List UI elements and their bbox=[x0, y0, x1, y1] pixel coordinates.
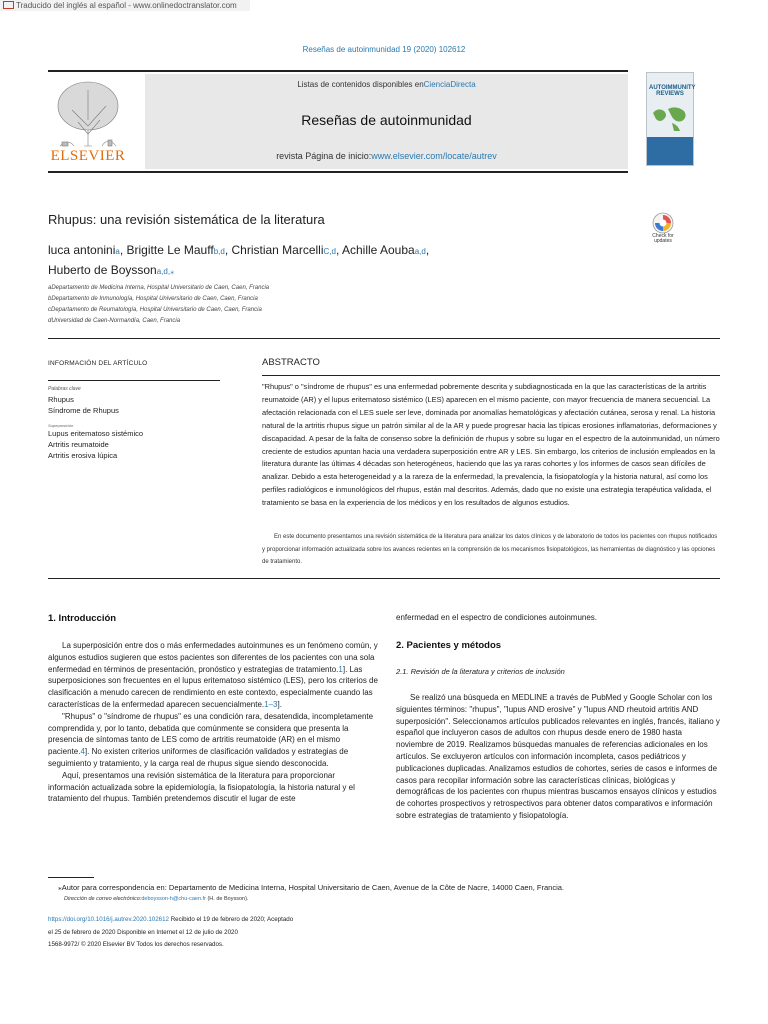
author-affiliation-marker[interactable]: a,d bbox=[414, 247, 426, 256]
article-info-rule bbox=[48, 380, 220, 381]
sciencedirect-link[interactable]: CienciaDirecta bbox=[423, 80, 476, 89]
header-bottom-rule bbox=[48, 171, 628, 173]
journal-title: Reseñas de autoinmunidad bbox=[301, 112, 472, 128]
affiliation-line: aDepartamento de Medicina Interna, Hospital Universitario de Caen, Caen, Francia bbox=[48, 285, 270, 291]
paragraph-text: ]. Las superposiciones son frecuentes en el lupus eritematoso sistémico (LES), pero los criterios de clasificación a menudo carecen de rendimiento en este contexto, especialmente cuando las características de la enfermedad aparecen secuencialmente. bbox=[48, 664, 378, 709]
paragraph: Aquí, presentamos una revisión sistemática de la literatura para proporcionar información actualizada sobre la epidemiología, la fisiopatología, la historia natural y el tratamiento del rhupus. También pretendemos discutir el lugar de este bbox=[48, 770, 355, 804]
journal-cover-thumbnail[interactable] bbox=[646, 72, 694, 166]
author-name[interactable]: Achille Aouba bbox=[341, 243, 415, 257]
author-list bbox=[48, 241, 468, 281]
section-body bbox=[48, 640, 378, 805]
affiliation-line: bDepartamento de Inmunología, Hospital Universitario de Caen, Caen, Francia bbox=[48, 296, 258, 302]
paragraph-continuation: enfermedad en el espectro de condiciones autoinmunes. bbox=[396, 613, 598, 622]
author-affiliation-marker[interactable]: a bbox=[115, 247, 120, 256]
section-heading: 2. Pacientes y métodos bbox=[396, 640, 502, 651]
keyword[interactable]: Rhupus bbox=[48, 395, 74, 404]
citation-link[interactable]: 1–3 bbox=[264, 699, 278, 709]
corresponding-author-note: ⁎Autor para correspondencia en: Departamento de Medicina Interna, Hospital Universitario de Caen, Avenue de la Côte de Nacre, 14000 Caen, Francia. bbox=[58, 883, 564, 892]
author-affiliation-marker[interactable]: C,d bbox=[323, 247, 336, 256]
keywords-sub-label: Superposición bbox=[48, 423, 74, 428]
header-top-rule bbox=[48, 70, 628, 72]
email-suffix: (H. de Boysson). bbox=[205, 896, 249, 902]
section-body bbox=[396, 692, 720, 822]
author-name[interactable]: luca antonini bbox=[48, 243, 116, 257]
author-separator: , bbox=[335, 243, 342, 257]
keyword[interactable]: Artritis erosiva lúpica bbox=[48, 451, 118, 460]
section-divider bbox=[48, 578, 720, 579]
journal-homepage-link[interactable]: www.elsevier.com/locate/autrev bbox=[371, 151, 497, 161]
journal-reference-link[interactable]: Reseñas de autoinmunidad 19 (2020) 102612 bbox=[302, 45, 466, 54]
footnote-rule bbox=[48, 877, 94, 878]
email-line bbox=[64, 896, 248, 902]
author-separator: , bbox=[224, 243, 232, 257]
check-for-updates-button[interactable] bbox=[645, 212, 681, 250]
paragraph bbox=[48, 711, 378, 770]
affiliation-line: dUniversidad de Caen-Normandía, Caen, Francia bbox=[48, 318, 181, 324]
abstract-heading: ABSTRACTO bbox=[262, 357, 320, 368]
author-affiliation-marker[interactable]: b,d bbox=[213, 247, 225, 256]
check-for-updates-icon bbox=[645, 212, 681, 234]
paragraph-text: "Rhupus" o "síndrome de rhupus" es una condición rara, desatendida, incompletamente comprendida y, por lo tanto, debatida que comúnmente se considera que presenta la presencia de síntomas tanto de LES como de artritis reumatoide (AR) en el mismo paciente. bbox=[48, 711, 374, 757]
article-metadata bbox=[48, 914, 298, 952]
author-name[interactable]: Huberto de Boysson bbox=[48, 263, 157, 277]
subsection-heading: 2.1. Revisión de la literatura y criterios de inclusión bbox=[396, 667, 565, 676]
paragraph bbox=[48, 640, 378, 711]
paragraph: Se realizó una búsqueda en MEDLINE a través de PubMed y Google Scholar con los siguientes términos: "rhupus", "lupus AND erosive" y "lupus AND rheutoid artritis AND superposición". Seleccionamos artículos publicados relevantes en inglés, francés, italiano y español que incluyeron casos de adultos con rhupus desde enero de 1980 hasta noviembre de 2019. Realizamos búsquedas manuales de referencias adicionales en los artículos. Se excluyeron artículos con información incompleta, casos pediátricos y publicaciones duplicadas. Analizamos estudios de cohortes, series de casos e informes de casos para recopilar información sobre las características clínicas, biológicas y demográficas de los pacientes con rhupus mientras buscamos ensayos clínicos y estudios de cohortes prospectivos y retrospectivos para obtener datos comparativos e información sobre estrategias de tratamiento y fisiopatología. bbox=[396, 693, 720, 820]
paragraph-text: ]. No existen criterios uniformes de clasificación validados y estrategias de seguimiento y tratamiento, y la carga real de rhupus sigue siendo desconocida. bbox=[48, 747, 349, 768]
author-separator: , bbox=[425, 243, 430, 257]
citation-link[interactable]: 1 bbox=[338, 664, 343, 674]
homepage-prefix: revista Página de inicio: bbox=[276, 151, 372, 161]
section-heading: 1. Introducción bbox=[48, 613, 117, 624]
history-dates: Recibido el 19 de febrero de 2020; Aceptado el 25 de febrero de 2020 Disponible en Internet el 12 de julio de 2020 bbox=[48, 916, 294, 936]
email-label: Dirección de correo electrónico: bbox=[64, 896, 142, 902]
paragraph-text: ]. bbox=[277, 699, 282, 709]
cover-stripe bbox=[647, 137, 693, 165]
translator-banner-text: Traducido del inglés al español - www.onlinedoctranslator.com bbox=[16, 1, 237, 10]
translate-icon bbox=[3, 1, 14, 9]
author-separator: , bbox=[119, 243, 127, 257]
affiliation-line: cDepartamento de Reumatología, Hospital Universitario de Caen, Caen, Francia bbox=[48, 307, 262, 313]
keyword[interactable]: Artritis reumatoide bbox=[48, 440, 109, 449]
section-divider bbox=[48, 338, 720, 339]
author-name[interactable]: Christian Marcelli bbox=[231, 243, 324, 257]
contents-prefix: Listas de contenidos disponibles en bbox=[297, 80, 424, 89]
copyright-line: 1568-9972/ © 2020 Elsevier BV Todos los derechos reservados. bbox=[48, 941, 224, 949]
abstract-rule bbox=[262, 375, 720, 376]
author-name[interactable]: Brigitte Le Mauff bbox=[126, 243, 214, 257]
email-link[interactable]: deboysson-h@chu-caen.fr bbox=[141, 896, 206, 902]
author-affiliation-marker[interactable]: a,d,⁎ bbox=[156, 267, 175, 276]
translator-banner[interactable] bbox=[0, 0, 250, 11]
abstract-paragraph-2: En este documento presentamos una revisión sistemática de la literatura para analizar los datos clínicos y de laboratorio de todos los pacientes con rhupus notificados y proporcionar información actualizada sobre los avances recientes en la comprensión de los mecanismos fisiopatológicos, las herramientas de diagnóstico y las opciones de tratamiento. bbox=[262, 534, 718, 565]
elsevier-logo-text: ELSEVIER bbox=[50, 148, 126, 164]
paragraph-text: La superposición entre dos o más enfermedades autoinmunes es un fenómeno común, y algunos estudios sugieren que estos pacientes son diferentes de los pacientes con una sola enfermedad en términos de presentación, pronóstico y estrategias de tratamiento. bbox=[48, 641, 378, 674]
doi-link[interactable]: https://doi.org/10.1016/j.autrev.2020.102612 bbox=[48, 916, 169, 923]
abstract-paragraph: "Rhupus" o "síndrome de rhupus" es una enfermedad pobremente descrita y subdiagnosticada en la que las características de la artritis reumatoide (AR) y el lupus eritematoso sistémico (LES) aparecen en el mismo paciente, con mayor frecuencia de manera secuencial. La afectación relacionada con el LES suele ser leve, dominada por anomalías hematológicas y afectación cutánea, serosa y renal. La historia natural de la artritis rhupus sigue un patrón similar al de la AR y puede progresar hacia las típicas erosiones inflamatorias, deformaciones y discapacidad. A pesar de la falta de consenso sobre la definición de rhupus y sobre su lugar en el espectro de la autoinmunidad, un número creciente de estudios apuntan hacia una verdadera superposición entre AR y LES. Sin embargo, los criterios de inclusión empleados en la literatura durante las últimas 4 décadas son heterogéneos, haciendo que las ya raras cohortes y los informes de casos sean difíciles de analizar. Debido a esta heterogeneidad y a la rareza de la enfermedad, la prevalencia, la fisiopatología y la historia natural, así como los perfiles radiológicos e inmunológicos del rhupus, están mal descritos. Además, dado que no existe una estrategia terapéutica validada, el tratamiento se basa en la experiencia de los médicos y en los resultados de algunos estudios. bbox=[262, 382, 720, 508]
check-for-updates-label: Check for updates bbox=[652, 233, 674, 244]
citation-link[interactable]: 4 bbox=[80, 747, 85, 757]
article-title: Rhupus: una revisión sistemática de la literatura bbox=[48, 212, 325, 227]
world-map-icon bbox=[650, 103, 690, 133]
keywords-label: Palabras clave bbox=[48, 386, 81, 392]
contents-availability-line bbox=[145, 80, 628, 89]
journal-homepage-line bbox=[145, 151, 628, 161]
keyword[interactable]: Lupus eritematoso sistémico bbox=[48, 429, 144, 438]
article-info-heading: INFORMACIÓN DEL ARTÍCULO bbox=[48, 360, 148, 367]
cover-title: AUTOIMMUNITY REVIEWS bbox=[649, 85, 696, 97]
keyword[interactable]: Síndrome de Rhupus bbox=[48, 406, 119, 415]
